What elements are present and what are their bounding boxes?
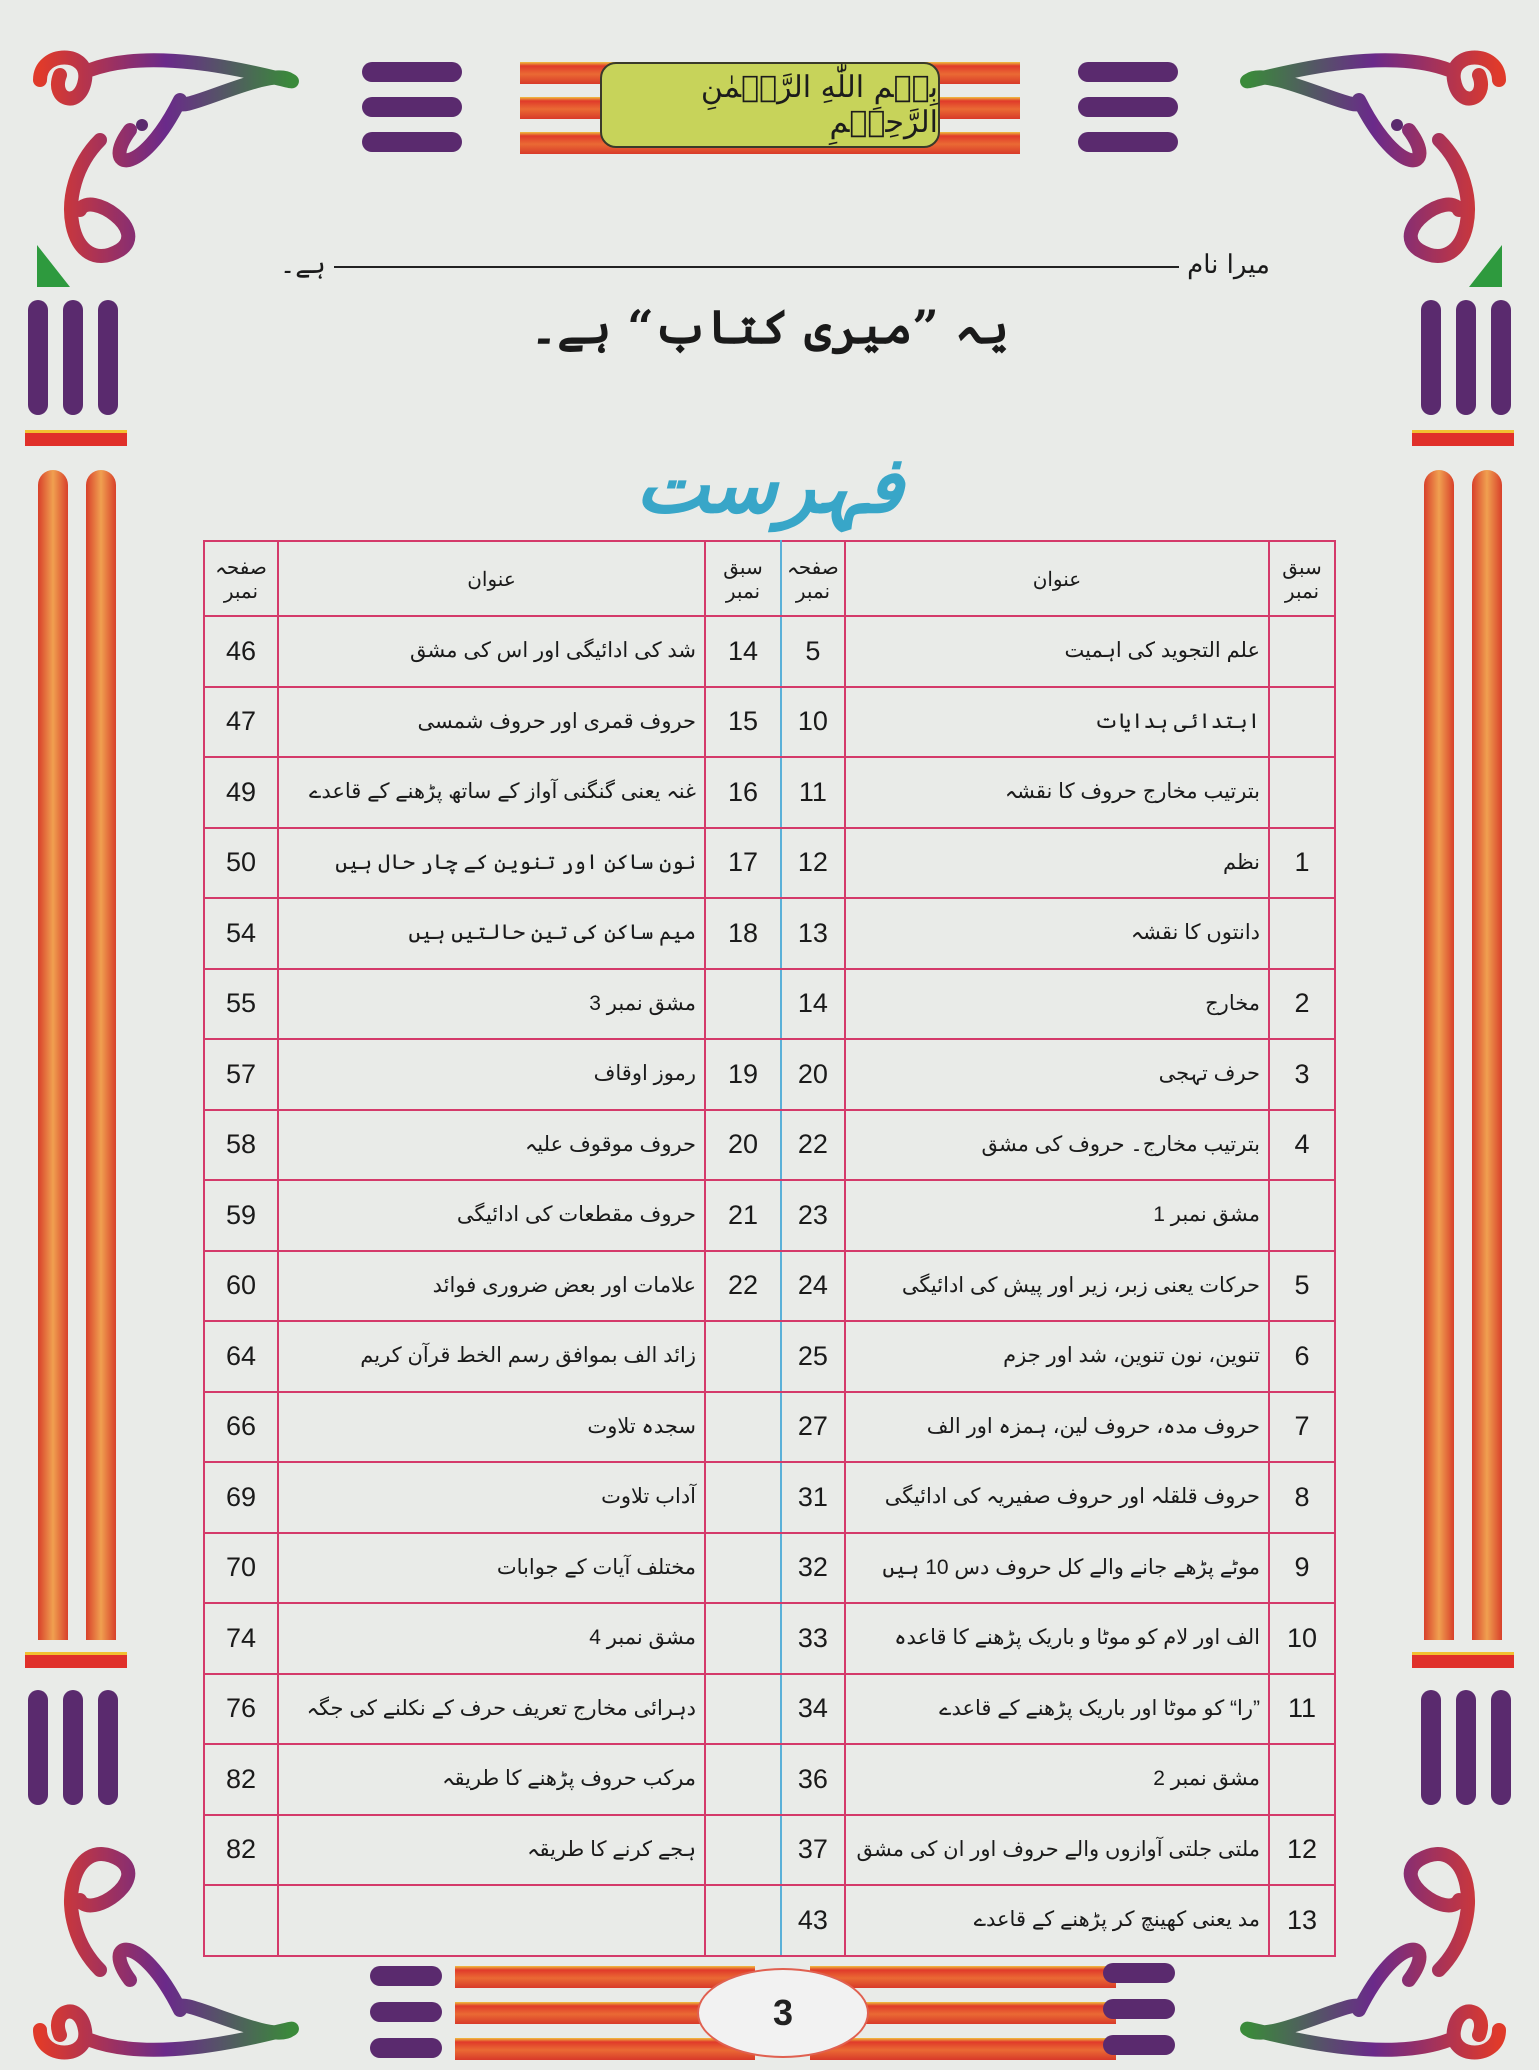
row-lesson-no-left: 22 xyxy=(705,1251,781,1322)
header-title-right: عنوان xyxy=(845,541,1269,616)
row-page-no-left: 58 xyxy=(204,1110,278,1181)
toc-row xyxy=(204,1815,1335,1886)
toc-row xyxy=(204,616,1335,687)
row-title-left: رموز اوقاف xyxy=(278,1039,705,1110)
row-lesson-no-right: 12 xyxy=(1269,1815,1335,1886)
row-title-left: سجدہ تلاوت xyxy=(278,1392,705,1463)
name-ending: ہے۔ xyxy=(280,250,326,280)
toc-row xyxy=(204,1251,1335,1322)
row-title-left: غنہ یعنی گنگنی آواز کے ساتھ پڑھنے کے قاعدے xyxy=(278,757,705,828)
row-lesson-no-left xyxy=(705,1321,781,1392)
row-lesson-no-left: 14 xyxy=(705,616,781,687)
toc-title: فہرست xyxy=(635,440,904,531)
basmala-text: بِسۡمِ اللّٰهِ الرَّحۡمٰنِ الرَّحِیۡمِ xyxy=(700,70,938,140)
row-lesson-no-left xyxy=(705,1533,781,1604)
row-title-left: مشق نمبر 4 xyxy=(278,1603,705,1674)
row-page-no-left: 50 xyxy=(204,828,278,899)
row-title-left: زائد الف بموافق رسم الخط قرآن کریم xyxy=(278,1321,705,1392)
row-page-no-right: 20 xyxy=(781,1039,845,1110)
book-statement: یہ ”میری کتاب“ ہے۔ xyxy=(530,300,1009,354)
row-lesson-no-right xyxy=(1269,1744,1335,1815)
header-page-no-right: صفحہ نمبر xyxy=(781,541,845,616)
row-lesson-no-left xyxy=(705,1462,781,1533)
toc-row xyxy=(204,828,1335,899)
row-page-no-left: 76 xyxy=(204,1674,278,1745)
row-title-right: حروف مدہ، حروف لین، ہمزہ اور الف xyxy=(845,1392,1269,1463)
row-page-no-right: 43 xyxy=(781,1885,845,1956)
name-line xyxy=(280,230,1270,280)
row-page-no-left: 55 xyxy=(204,969,278,1040)
page-number: 3 xyxy=(772,1992,794,2033)
row-page-no-right: 33 xyxy=(781,1603,845,1674)
toc-row xyxy=(204,687,1335,758)
row-title-left: مرکب حروف پڑھنے کا طریقہ xyxy=(278,1744,705,1815)
row-lesson-no-right: 10 xyxy=(1269,1603,1335,1674)
row-lesson-no-left xyxy=(705,1815,781,1886)
row-lesson-no-left xyxy=(705,1885,781,1956)
row-title-right: نظم xyxy=(845,828,1269,899)
header-lesson-no-left: سبق نمبر xyxy=(705,541,781,616)
toc-row xyxy=(204,1462,1335,1533)
row-page-no-left: 60 xyxy=(204,1251,278,1322)
header-title-left: عنوان xyxy=(278,541,705,616)
row-title-right: بترتیب مخارج حروف کا نقشہ xyxy=(845,757,1269,828)
row-page-no-right: 27 xyxy=(781,1392,845,1463)
row-page-no-right: 10 xyxy=(781,687,845,758)
row-page-no-left: 59 xyxy=(204,1180,278,1251)
row-lesson-no-right: 2 xyxy=(1269,969,1335,1040)
row-title-right: بترتیب مخارج۔ حروف کی مشق xyxy=(845,1110,1269,1181)
row-lesson-no-left: 17 xyxy=(705,828,781,899)
toc-row xyxy=(204,1885,1335,1956)
row-lesson-no-left xyxy=(705,1603,781,1674)
toc-row xyxy=(204,898,1335,969)
row-lesson-no-right xyxy=(1269,757,1335,828)
row-lesson-no-left xyxy=(705,1392,781,1463)
toc-table xyxy=(203,540,1336,1957)
toc-row xyxy=(204,1039,1335,1110)
row-page-no-right: 37 xyxy=(781,1815,845,1886)
row-page-no-right: 24 xyxy=(781,1251,845,1322)
row-title-left: مختلف آیات کے جوابات xyxy=(278,1533,705,1604)
row-title-right: حروف قلقلہ اور حروف صفیریہ کی ادائیگی xyxy=(845,1462,1269,1533)
toc-row xyxy=(204,1321,1335,1392)
row-title-left: حروف مقطعات کی ادائیگی xyxy=(278,1180,705,1251)
row-title-right: ابتدائی ہدایات xyxy=(845,687,1269,758)
toc-row xyxy=(204,1674,1335,1745)
toc-row xyxy=(204,1392,1335,1463)
row-title-right: مد یعنی کھینچ کر پڑھنے کے قاعدے xyxy=(845,1885,1269,1956)
row-title-right: مشق نمبر 2 xyxy=(845,1744,1269,1815)
row-title-right: ”را“ کو موٹا اور باریک پڑھنے کے قاعدے xyxy=(845,1674,1269,1745)
row-page-no-right: 31 xyxy=(781,1462,845,1533)
row-lesson-no-right: 4 xyxy=(1269,1110,1335,1181)
name-label: میرا نام xyxy=(1187,250,1270,280)
toc-row xyxy=(204,1180,1335,1251)
row-lesson-no-right: 3 xyxy=(1269,1039,1335,1110)
row-title-left: مشق نمبر 3 xyxy=(278,969,705,1040)
toc-row xyxy=(204,1110,1335,1181)
row-title-left: شد کی ادائیگی اور اس کی مشق xyxy=(278,616,705,687)
toc-row xyxy=(204,757,1335,828)
row-page-no-right: 23 xyxy=(781,1180,845,1251)
row-lesson-no-left xyxy=(705,1744,781,1815)
row-lesson-no-left: 15 xyxy=(705,687,781,758)
row-lesson-no-left: 20 xyxy=(705,1110,781,1181)
row-page-no-left: 47 xyxy=(204,687,278,758)
row-title-right: تنوین، نون تنوین، شد اور جزم xyxy=(845,1321,1269,1392)
row-lesson-no-right xyxy=(1269,1180,1335,1251)
row-lesson-no-left xyxy=(705,969,781,1040)
row-title-right: دانتوں کا نقشہ xyxy=(845,898,1269,969)
header-lesson-no-right: سبق نمبر xyxy=(1269,541,1335,616)
row-page-no-left: 57 xyxy=(204,1039,278,1110)
row-lesson-no-right: 9 xyxy=(1269,1533,1335,1604)
row-title-left: نون ساکن اور تنوین کے چار حال ہیں xyxy=(278,828,705,899)
basmala-banner xyxy=(600,62,940,148)
row-title-right: الف اور لام کو موٹا و باریک پڑھنے کا قاعدہ xyxy=(845,1603,1269,1674)
row-lesson-no-left: 16 xyxy=(705,757,781,828)
row-lesson-no-left: 21 xyxy=(705,1180,781,1251)
row-page-no-left: 49 xyxy=(204,757,278,828)
row-title-left: حروف قمری اور حروف شمسی xyxy=(278,687,705,758)
row-page-no-left: 70 xyxy=(204,1533,278,1604)
row-lesson-no-right xyxy=(1269,898,1335,969)
toc-row xyxy=(204,1744,1335,1815)
page-number-badge xyxy=(697,1968,869,2058)
row-page-no-right: 25 xyxy=(781,1321,845,1392)
toc-header-row xyxy=(204,541,1335,616)
row-page-no-left: 69 xyxy=(204,1462,278,1533)
row-page-no-right: 11 xyxy=(781,757,845,828)
row-lesson-no-left: 19 xyxy=(705,1039,781,1110)
row-lesson-no-right xyxy=(1269,687,1335,758)
row-page-no-right: 5 xyxy=(781,616,845,687)
row-page-no-left: 46 xyxy=(204,616,278,687)
row-page-no-left: 82 xyxy=(204,1744,278,1815)
row-page-no-left: 82 xyxy=(204,1815,278,1886)
row-title-right: مشق نمبر 1 xyxy=(845,1180,1269,1251)
row-page-no-right: 13 xyxy=(781,898,845,969)
row-lesson-no-right: 5 xyxy=(1269,1251,1335,1322)
row-page-no-right: 14 xyxy=(781,969,845,1040)
row-lesson-no-left xyxy=(705,1674,781,1745)
header-page-no-left: صفحہ نمبر xyxy=(204,541,278,616)
row-title-right: علم التجوید کی اہمیت xyxy=(845,616,1269,687)
row-page-no-right: 34 xyxy=(781,1674,845,1745)
row-page-no-left xyxy=(204,1885,278,1956)
row-page-no-right: 32 xyxy=(781,1533,845,1604)
row-title-right: موٹے پڑھے جانے والے کل حروف دس 10 ہیں xyxy=(845,1533,1269,1604)
row-lesson-no-left: 18 xyxy=(705,898,781,969)
row-lesson-no-right: 13 xyxy=(1269,1885,1335,1956)
row-page-no-left: 66 xyxy=(204,1392,278,1463)
row-lesson-no-right: 8 xyxy=(1269,1462,1335,1533)
row-title-left: دہرائی مخارج تعریف حرف کے نکلنے کی جگہ xyxy=(278,1674,705,1745)
row-title-left xyxy=(278,1885,705,1956)
row-lesson-no-right xyxy=(1269,616,1335,687)
row-lesson-no-right: 7 xyxy=(1269,1392,1335,1463)
row-title-left: آداب تلاوت xyxy=(278,1462,705,1533)
row-title-right: حرکات یعنی زبر، زیر اور پیش کی ادائیگی xyxy=(845,1251,1269,1322)
row-page-no-right: 22 xyxy=(781,1110,845,1181)
corner-triangle xyxy=(1469,245,1502,287)
row-title-left: علامات اور بعض ضروری فوائد xyxy=(278,1251,705,1322)
row-title-right: حرف تہجی xyxy=(845,1039,1269,1110)
row-title-right: مخارج xyxy=(845,969,1269,1040)
corner-triangle xyxy=(37,245,70,287)
toc-row xyxy=(204,1533,1335,1604)
row-page-no-left: 74 xyxy=(204,1603,278,1674)
row-title-right: ملتی جلتی آوازوں والے حروف اور ان کی مشق xyxy=(845,1815,1269,1886)
row-title-left: حروف موقوف علیہ xyxy=(278,1110,705,1181)
row-lesson-no-right: 6 xyxy=(1269,1321,1335,1392)
name-blank-field[interactable] xyxy=(334,266,1179,268)
row-lesson-no-right: 1 xyxy=(1269,828,1335,899)
row-page-no-right: 12 xyxy=(781,828,845,899)
row-page-no-left: 54 xyxy=(204,898,278,969)
row-lesson-no-right: 11 xyxy=(1269,1674,1335,1745)
row-page-no-left: 64 xyxy=(204,1321,278,1392)
toc-row xyxy=(204,1603,1335,1674)
toc-row xyxy=(204,969,1335,1040)
row-title-left: ہجے کرنے کا طریقہ xyxy=(278,1815,705,1886)
row-page-no-right: 36 xyxy=(781,1744,845,1815)
row-title-left: میم ساکن کی تین حالتیں ہیں xyxy=(278,898,705,969)
